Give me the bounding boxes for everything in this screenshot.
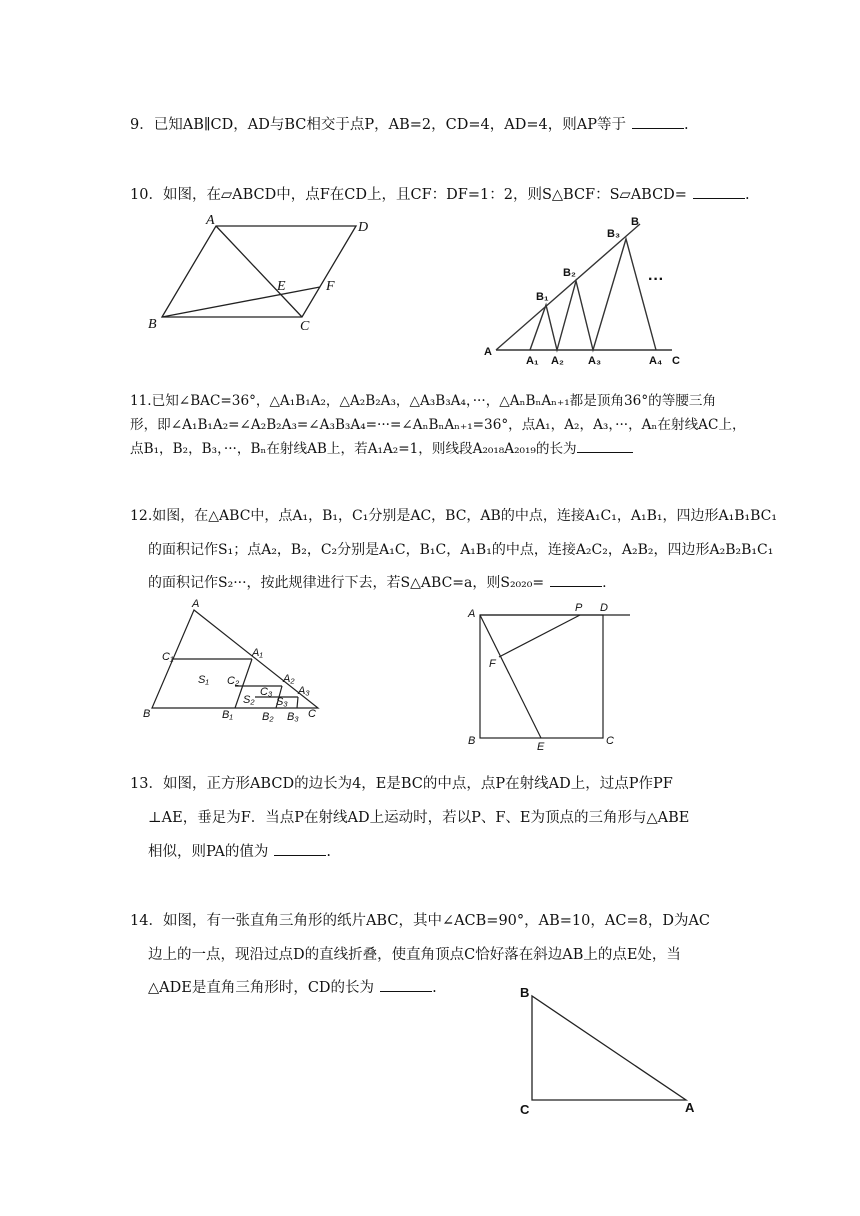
question-14-line-2: 边上的一点，现沿过点D的直线折叠，使直角顶点C恰好落在斜边AB上的点E处，当 <box>148 947 681 963</box>
fig14-label-A: A <box>685 1100 695 1115</box>
fig11-label-A4: A₄ <box>649 355 663 367</box>
q9-text: 9．已知AB∥CD，AD与BC相交于点P，AB=2，CD=4，AD=4，则AP等于 <box>130 117 626 133</box>
fig14-label-C: C <box>520 1102 530 1117</box>
fig10-label-A: A <box>206 213 215 228</box>
fig13-label-E: E <box>537 741 545 753</box>
fig11-label-B3: B₃ <box>607 228 621 240</box>
q14-text-3: △ADE是直角三角形时，CD的长为 <box>148 980 375 996</box>
fig11-label-B1: B₁ <box>536 291 549 303</box>
fig13-label-F: F <box>489 658 496 670</box>
fig13-label-P: P <box>575 602 583 614</box>
fig12-label-A3: A₃ <box>298 685 310 697</box>
fig10-label-C: C <box>300 319 310 334</box>
question-11-line-1: 11.已知∠BAC=36°，△A₁B₁A₂，△A₂B₂A₃，△A₃B₃A₄，···，△AₙBₙAₙ₊₁都是顶角36°的等腰三角 <box>130 393 717 409</box>
fig12-label-A1: A₁ <box>252 647 263 659</box>
question-12-line-3: 的面积记作S₂···，按此规律进行下去，若S△ABC=a，则S₂₀₂₀= . <box>148 575 607 591</box>
question-14-line-1: 14．如图，有一张直角三角形的纸片ABC，其中∠ACB=90°，AB=10，AC=8，D为AC <box>130 913 711 929</box>
q11-text-3: 点B₁，B₂，B₃，···，Bₙ在射线AB上，若A₁A₂=1，则线段A₂₀₁₈A₂₀₁₉的长为 <box>130 441 577 457</box>
question-12-line-2: 的面积记作S₁；点A₂，B₂，C₂分别是A₁C，B₁C，A₁B₁的中点，连接A₂C₂，A₂B₂，四边形A₂B₂B₁C₁ <box>148 542 774 558</box>
fig12-label-A: A <box>192 598 200 610</box>
fig11-label-B2: B₂ <box>563 267 576 279</box>
fig13-label-B: B <box>468 735 476 747</box>
fig13-label-A: A <box>468 608 476 620</box>
question-12-line-1: 12.如图，在△ABC中，点A₁，B₁，C₁分别是AC，BC，AB的中点，连接A₁C₁，A₁B₁，四边形A₁B₁BC₁ <box>130 508 777 524</box>
question-13-line-1: 13．如图，正方形ABCD的边长为4，E是BC的中点，点P在射线AD上，过点P作PF <box>130 776 673 792</box>
fig14-label-B: B <box>520 985 530 1000</box>
question-13-line-2: ⊥AE，垂足为F．当点P在射线AD上运动时，若以P、F、E为顶点的三角形与△ABE <box>148 810 690 826</box>
q12-text-3: 的面积记作S₂···，按此规律进行下去，若S△ABC=a，则S₂₀₂₀= <box>148 575 545 591</box>
fig10-label-B: B <box>148 317 157 332</box>
fig11-ellipsis: ··· <box>648 271 664 288</box>
q13-text-3: 相似，则PA的值为 <box>148 844 269 860</box>
fig11-label-A3: A₃ <box>588 355 602 367</box>
fig12-label-S1: S₁ <box>198 674 209 686</box>
fig12-label-C3: C₃ <box>260 686 273 698</box>
fig12-label-B3: B₃ <box>287 711 299 723</box>
fig12-label-A2: A₂ <box>283 673 295 685</box>
fig12-label-B1: B₁ <box>222 709 233 721</box>
fig13-label-C: C <box>606 735 614 747</box>
question-10: 10．如图，在▱ABCD中，点F在CD上，且CF：DF=1：2，则S△BCF：S▱ABCD= . <box>130 187 750 203</box>
fig12-label-S2: S₂ <box>243 694 255 706</box>
fig11-label-A1: A₁ <box>526 355 539 367</box>
fig12-label-B2: B₂ <box>262 711 274 723</box>
question-14-line-3: △ADE是直角三角形时，CD的长为 . <box>148 980 437 996</box>
fig11-label-B: B <box>631 216 639 228</box>
fig10-label-D: D <box>358 220 369 235</box>
fig11-label-C: C <box>672 355 680 367</box>
fig13-label-D: D <box>600 602 608 614</box>
fig12-label-S3: S₃ <box>276 696 288 708</box>
q10-text: 10．如图，在▱ABCD中，点F在CD上，且CF：DF=1：2，则S△BCF：S▱ABCD= <box>130 187 687 203</box>
fig11-label-A: A <box>484 346 492 358</box>
fig12-label-C: C <box>308 708 316 720</box>
fig10-label-F: F <box>326 279 335 294</box>
fig12-label-C2: C₂ <box>227 675 240 687</box>
fig12-label-B: B <box>143 708 151 720</box>
fig12-label-C1: C₁ <box>162 651 174 663</box>
fig10-label-E: E <box>277 279 286 294</box>
question-11-line-2: 形，即∠A₁B₁A₂=∠A₂B₂A₃=∠A₃B₃A₄=···=∠AₙBₙAₙ₊₁=36°，点A₁，A₂，A₃，···，Aₙ在射线AC上， <box>130 417 746 433</box>
question-13-line-3: 相似，则PA的值为 . <box>148 844 332 860</box>
question-9: 9．已知AB∥CD，AD与BC相交于点P，AB=2，CD=4，AD=4，则AP等于 . <box>130 117 689 133</box>
fig11-label-A2: A₂ <box>551 355 564 367</box>
